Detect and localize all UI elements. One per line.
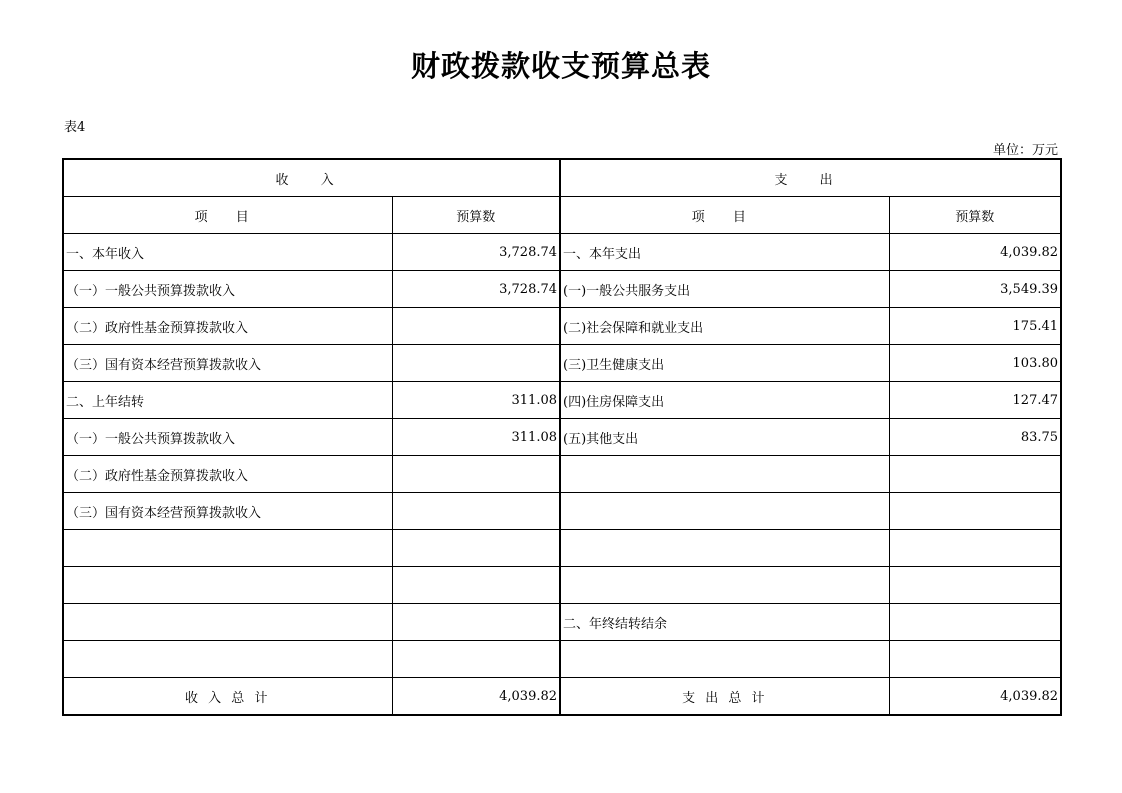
income-amount-cell [392, 493, 560, 530]
expense-amount-cell [889, 641, 1061, 678]
table-row [63, 456, 1061, 493]
income-amount-cell: 3,728.74 [392, 234, 560, 271]
income-total-label: 收 入 总 计 [63, 678, 392, 716]
income-header: 收 入 [63, 159, 560, 197]
income-total-amount: 4,039.82 [392, 678, 560, 716]
income-item-cell: 一、本年收入 [63, 234, 392, 271]
expense-header: 支 出 [560, 159, 1061, 197]
income-item-cell: （二）政府性基金预算拨款收入 [63, 308, 392, 345]
income-amount-cell [392, 567, 560, 604]
expense-item-cell: 一、本年支出 [560, 234, 889, 271]
income-item-header: 项 目 [63, 197, 392, 234]
expense-item-cell: 二、年终结转结余 [560, 604, 889, 641]
income-item-cell [63, 530, 392, 567]
expense-amount-cell: 3,549.39 [889, 271, 1061, 308]
income-amount-cell [392, 308, 560, 345]
income-item-cell [63, 567, 392, 604]
income-amount-cell [392, 604, 560, 641]
income-amount-cell: 3,728.74 [392, 271, 560, 308]
table-number: 表4 [64, 120, 86, 135]
page-title: 财政拨款收支预算总表 [410, 49, 711, 83]
income-item-cell [63, 604, 392, 641]
expense-item-cell: (三)卫生健康支出 [560, 345, 889, 382]
income-amount-cell [392, 530, 560, 567]
expense-amount-cell [889, 567, 1061, 604]
totals-row [63, 678, 1061, 716]
table-row [63, 419, 1061, 456]
expense-item-cell [560, 456, 889, 493]
income-item-cell: （一）一般公共预算拨款收入 [63, 271, 392, 308]
table-row [63, 234, 1061, 271]
table-row [63, 493, 1061, 530]
expense-item-cell [560, 530, 889, 567]
table-row [63, 382, 1061, 419]
expense-item-header: 项 目 [560, 197, 889, 234]
expense-item-cell [560, 567, 889, 604]
income-item-cell: （一）一般公共预算拨款收入 [63, 419, 392, 456]
section-header-row [63, 159, 1061, 197]
income-item-cell: （二）政府性基金预算拨款收入 [63, 456, 392, 493]
expense-amount-cell: 83.75 [889, 419, 1061, 456]
table-row [63, 567, 1061, 604]
expense-amount-cell [889, 530, 1061, 567]
income-amount-cell [392, 345, 560, 382]
expense-amount-cell: 127.47 [889, 382, 1061, 419]
income-item-cell: （三）国有资本经营预算拨款收入 [63, 493, 392, 530]
income-amount-cell [392, 641, 560, 678]
budget-table-body [63, 159, 1061, 715]
expense-amount-cell: 175.41 [889, 308, 1061, 345]
expense-item-cell [560, 641, 889, 678]
table-row [63, 308, 1061, 345]
expense-amount-cell: 103.80 [889, 345, 1061, 382]
expense-item-cell: (五)其他支出 [560, 419, 889, 456]
expense-amount-cell [889, 456, 1061, 493]
table-row [63, 530, 1061, 567]
income-item-cell: 二、上年结转 [63, 382, 392, 419]
income-item-cell: （三）国有资本经营预算拨款收入 [63, 345, 392, 382]
expense-item-cell [560, 493, 889, 530]
income-amount-cell: 311.08 [392, 382, 560, 419]
column-header-row [63, 197, 1061, 234]
expense-amount-header: 预算数 [889, 197, 1061, 234]
income-amount-cell [392, 456, 560, 493]
expense-item-cell: (二)社会保障和就业支出 [560, 308, 889, 345]
income-item-cell [63, 641, 392, 678]
table-row [63, 345, 1061, 382]
expense-total-label: 支 出 总 计 [560, 678, 889, 716]
income-amount-cell: 311.08 [392, 419, 560, 456]
budget-table [62, 158, 1062, 716]
expense-amount-cell [889, 604, 1061, 641]
expense-amount-cell [889, 493, 1061, 530]
table-row [63, 271, 1061, 308]
income-amount-header: 预算数 [392, 197, 560, 234]
table-row [63, 641, 1061, 678]
unit-label: 单位：万元 [992, 143, 1058, 158]
table-row [63, 604, 1061, 641]
expense-item-cell: (四)住房保障支出 [560, 382, 889, 419]
expense-item-cell: (一)一般公共服务支出 [560, 271, 889, 308]
expense-amount-cell: 4,039.82 [889, 234, 1061, 271]
expense-total-amount: 4,039.82 [889, 678, 1061, 716]
